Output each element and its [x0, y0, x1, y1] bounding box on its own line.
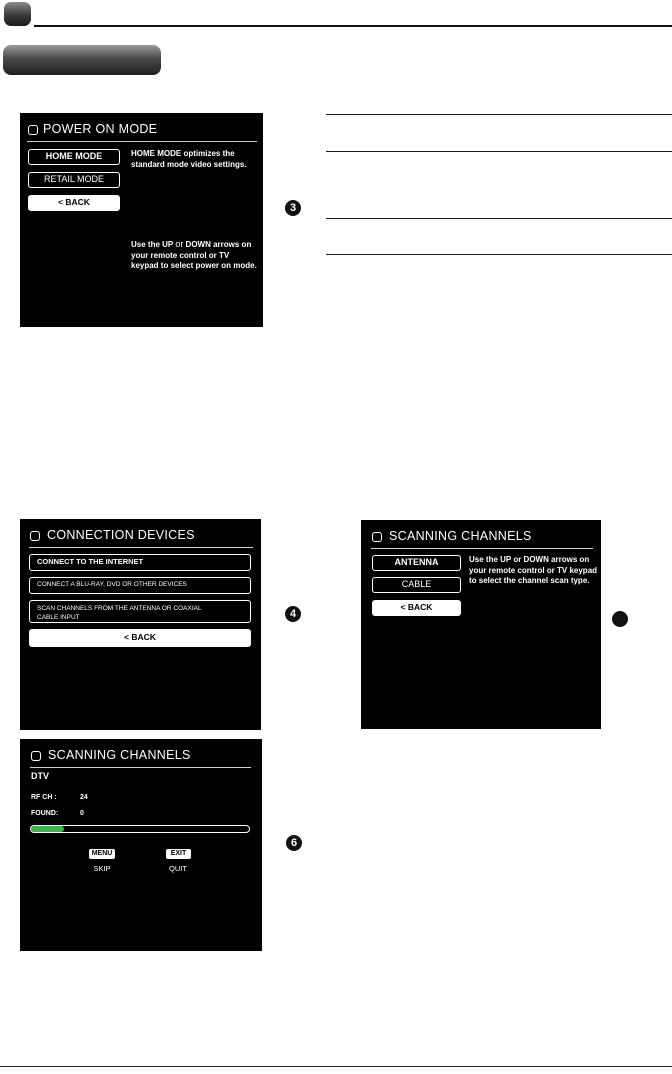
screen-title: CONNECTION DEVICES: [47, 528, 195, 542]
section-tab: [3, 45, 161, 75]
footer-rule: [0, 1066, 672, 1067]
title-divider: [27, 141, 257, 142]
antenna-button[interactable]: ANTENNA: [372, 555, 461, 571]
instructions-or: or: [175, 239, 184, 249]
skip-label: SKIP: [93, 864, 111, 873]
scan-progress-fill: [31, 826, 64, 832]
quit-label: QUIT: [169, 864, 187, 873]
doc-rule: [326, 218, 672, 219]
found-value: 0: [80, 810, 84, 817]
section-icon: [4, 2, 31, 26]
back-button[interactable]: < BACK: [28, 195, 120, 211]
title-divider: [29, 547, 253, 548]
found-label: FOUND:: [31, 810, 59, 817]
screen-title: POWER ON MODE: [43, 122, 158, 136]
step-marker-3: 3: [285, 200, 301, 216]
screen-title: SCANNING CHANNELS: [48, 748, 191, 762]
title-divider: [30, 767, 251, 768]
mode-description: [131, 149, 261, 170]
scan-progress-bar: [30, 825, 250, 833]
connect-internet-option[interactable]: CONNECT TO THE INTERNET: [29, 554, 251, 571]
instructions-part-2: DOWN arrows on your remote control or TV keypad to select power on mode.: [131, 240, 257, 270]
doc-rule: [326, 114, 672, 115]
step-marker-5: [612, 611, 628, 627]
doc-rule: [326, 254, 672, 255]
power-mode-instructions: [131, 239, 259, 272]
menu-key[interactable]: MENU: [89, 849, 115, 859]
home-mode-button[interactable]: HOME MODE: [28, 149, 120, 165]
cable-button[interactable]: CABLE: [372, 577, 461, 593]
power-on-mode-screen: [20, 113, 263, 327]
rf-channel-value: 24: [80, 794, 88, 801]
scan-channels-option[interactable]: SCAN CHANNELS FROM THE ANTENNA OR COAXIAL CABLE INPUT: [29, 600, 251, 623]
scan-type-instructions: Use the UP or DOWN arrows on your remote control or TV keypad to select the channel scan type.: [469, 555, 598, 585]
connect-devices-option[interactable]: CONNECT A BLU-RAY, DVD OR OTHER DEVICES: [29, 577, 251, 594]
back-button[interactable]: < BACK: [372, 600, 461, 616]
instructions-part-1: Use the UP: [131, 240, 176, 249]
retail-mode-button[interactable]: RETAIL MODE: [28, 172, 120, 188]
checkbox-icon: [31, 751, 41, 761]
scanning-channels-select-screen: [361, 520, 601, 729]
screen-title: SCANNING CHANNELS: [389, 529, 532, 543]
checkbox-icon: [28, 125, 38, 135]
doc-rule: [326, 151, 672, 152]
step-marker-4: 4: [285, 606, 301, 622]
rf-channel-label: RF CH :: [31, 794, 57, 801]
tuner-mode: DTV: [31, 771, 49, 781]
exit-key[interactable]: EXIT: [166, 849, 191, 859]
back-button[interactable]: < BACK: [29, 629, 251, 647]
checkbox-icon: [30, 531, 40, 541]
connection-devices-screen: [20, 519, 261, 730]
description-rest: optimizes the standard mode video settings.: [131, 149, 247, 169]
checkbox-icon: [372, 532, 382, 542]
scanning-channels-progress-screen: [20, 739, 262, 951]
step-marker-6: 6: [286, 835, 302, 851]
title-divider: [371, 548, 593, 549]
header-rule: [34, 25, 672, 27]
description-bold: HOME MODE: [131, 149, 182, 158]
